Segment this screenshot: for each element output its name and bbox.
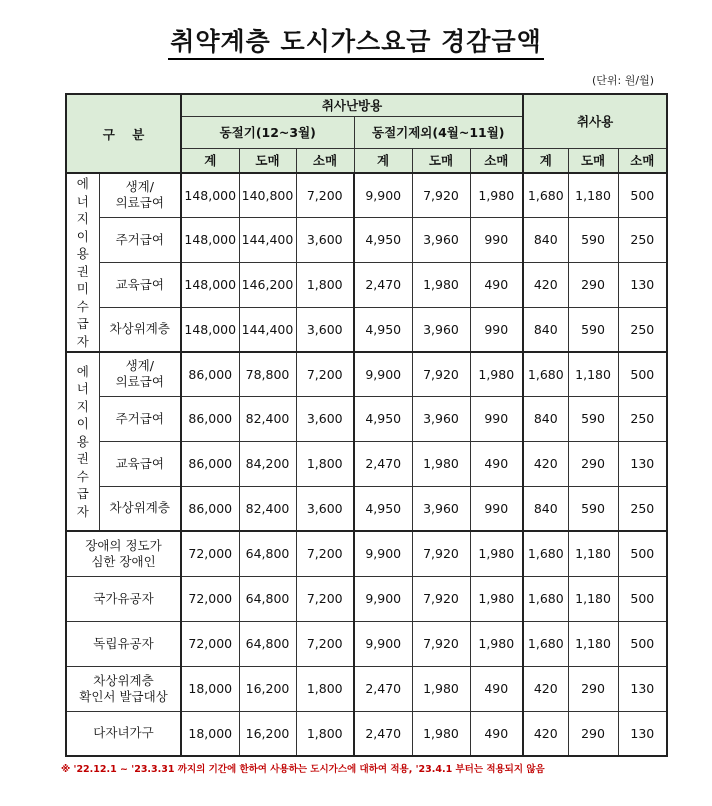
column-header: 도매 [568, 148, 618, 173]
table-row [66, 217, 667, 262]
value-cell: 144,400 [239, 217, 296, 262]
value-cell: 86,000 [181, 486, 239, 531]
group-label-char: 수 [76, 298, 89, 314]
value-cell: 420 [523, 441, 568, 486]
value-cell: 9,900 [354, 352, 412, 396]
row-label: 교육급여 [99, 441, 181, 486]
group-label-char: 이 [76, 416, 89, 432]
value-cell: 1,180 [568, 621, 618, 666]
group-label-char: 에 [76, 176, 89, 191]
value-cell: 3,960 [412, 396, 470, 441]
value-cell: 1,680 [523, 531, 568, 576]
value-cell: 1,680 [523, 173, 568, 217]
value-cell: 140,800 [239, 173, 296, 217]
column-header: 소매 [470, 148, 523, 173]
value-cell: 500 [618, 173, 667, 217]
value-cell: 7,920 [412, 576, 470, 621]
column-header: 계 [523, 148, 568, 173]
value-cell: 1,980 [470, 576, 523, 621]
column-header: 소매 [296, 148, 354, 173]
header-winter: 동절기(12~3월) [181, 116, 354, 148]
group-label [66, 352, 99, 531]
value-cell: 9,900 [354, 621, 412, 666]
table-row [66, 307, 667, 352]
value-cell: 4,950 [354, 217, 412, 262]
value-cell: 18,000 [181, 666, 239, 711]
value-cell: 3,600 [296, 396, 354, 441]
value-cell: 250 [618, 396, 667, 441]
value-cell: 3,960 [412, 486, 470, 531]
value-cell: 1,180 [568, 173, 618, 217]
value-cell: 78,800 [239, 352, 296, 396]
column-header: 도매 [412, 148, 470, 173]
value-cell: 1,800 [296, 262, 354, 307]
value-cell: 7,920 [412, 621, 470, 666]
value-cell: 1,980 [470, 352, 523, 396]
value-cell: 130 [618, 666, 667, 711]
value-cell: 1,980 [412, 666, 470, 711]
value-cell: 130 [618, 262, 667, 307]
value-cell: 18,000 [181, 711, 239, 756]
value-cell: 3,600 [296, 307, 354, 352]
value-cell: 82,400 [239, 396, 296, 441]
value-cell: 1,180 [568, 531, 618, 576]
value-cell: 1,980 [470, 173, 523, 217]
row-label: 생계/ 의료급여 [99, 352, 181, 396]
value-cell: 7,920 [412, 531, 470, 576]
value-cell: 840 [523, 486, 568, 531]
value-cell: 840 [523, 307, 568, 352]
value-cell: 590 [568, 486, 618, 531]
unit-label: (단위: 원/월) [592, 74, 654, 87]
value-cell: 86,000 [181, 441, 239, 486]
table-row [66, 441, 667, 486]
value-cell: 290 [568, 666, 618, 711]
row-label: 차상위계층 확인서 발급대상 [66, 666, 181, 711]
row-label: 다자녀가구 [66, 711, 181, 756]
value-cell: 250 [618, 307, 667, 352]
header-category: 구 분 [66, 94, 181, 173]
row-label: 장애의 정도가 심한 장애인 [66, 531, 181, 576]
header-nonwinter: 동절기제외(4월~11월) [354, 116, 523, 148]
value-cell: 84,200 [239, 441, 296, 486]
value-cell: 990 [470, 486, 523, 531]
value-cell: 1,980 [412, 262, 470, 307]
row-label: 생계/ 의료급여 [99, 173, 181, 217]
group-label-char: 지 [76, 398, 89, 414]
value-cell: 1,680 [523, 621, 568, 666]
group-label-char: 용 [76, 433, 89, 449]
value-cell: 3,960 [412, 217, 470, 262]
value-cell: 840 [523, 396, 568, 441]
value-cell: 420 [523, 666, 568, 711]
value-cell: 990 [470, 307, 523, 352]
footnote: ※ '22.12.1 ~ '23.3.31 까지의 기간에 한하여 사용하는 도시가스에 대하여 적용, '23.4.1 부터는 적용되지 않음 [61, 764, 545, 775]
value-cell: 1,980 [412, 441, 470, 486]
value-cell: 290 [568, 711, 618, 756]
value-cell: 130 [618, 711, 667, 756]
value-cell: 7,200 [296, 173, 354, 217]
header-cooking: 취사용 [523, 94, 667, 148]
value-cell: 16,200 [239, 711, 296, 756]
value-cell: 590 [568, 217, 618, 262]
column-header: 소매 [618, 148, 667, 173]
group-label-char: 용 [76, 246, 89, 261]
value-cell: 64,800 [239, 621, 296, 666]
value-cell: 1,680 [523, 576, 568, 621]
value-cell: 250 [618, 217, 667, 262]
value-cell: 7,200 [296, 352, 354, 396]
value-cell: 148,000 [181, 262, 239, 307]
row-label: 주거급여 [99, 396, 181, 441]
row-label: 차상위계층 [99, 307, 181, 352]
value-cell: 7,920 [412, 173, 470, 217]
value-cell: 72,000 [181, 621, 239, 666]
value-cell: 148,000 [181, 307, 239, 352]
row-label: 독립유공자 [66, 621, 181, 666]
value-cell: 290 [568, 262, 618, 307]
value-cell: 7,200 [296, 531, 354, 576]
value-cell: 4,950 [354, 396, 412, 441]
value-cell: 144,400 [239, 307, 296, 352]
value-cell: 490 [470, 666, 523, 711]
value-cell: 1,800 [296, 711, 354, 756]
value-cell: 9,900 [354, 531, 412, 576]
group-label-char: 급 [76, 316, 89, 331]
row-label: 차상위계층 [99, 486, 181, 531]
group-label-char: 권 [76, 263, 89, 279]
table-row [66, 666, 667, 711]
value-cell: 1,800 [296, 441, 354, 486]
value-cell: 3,600 [296, 486, 354, 531]
value-cell: 146,200 [239, 262, 296, 307]
value-cell: 2,470 [354, 262, 412, 307]
table-row [66, 531, 667, 576]
value-cell: 16,200 [239, 666, 296, 711]
value-cell: 148,000 [181, 173, 239, 217]
value-cell: 420 [523, 711, 568, 756]
value-cell: 490 [470, 711, 523, 756]
group-label-char: 수 [76, 468, 89, 484]
value-cell: 490 [470, 262, 523, 307]
value-cell: 82,400 [239, 486, 296, 531]
discount-table [65, 93, 668, 757]
value-cell: 500 [618, 576, 667, 621]
group-label-char: 급 [76, 486, 89, 502]
table-row [66, 396, 667, 441]
header-heating: 취사난방용 [181, 94, 523, 116]
row-label: 국가유공자 [66, 576, 181, 621]
group-label-char: 이 [76, 228, 89, 244]
group-label-char: 에 [76, 363, 89, 379]
group-label-char: 권 [76, 451, 89, 467]
value-cell: 500 [618, 352, 667, 396]
group-label-char: 너 [76, 193, 89, 209]
value-cell: 3,600 [296, 217, 354, 262]
value-cell: 990 [470, 217, 523, 262]
value-cell: 1,980 [470, 531, 523, 576]
value-cell: 9,900 [354, 576, 412, 621]
column-header: 도매 [239, 148, 296, 173]
group-label [66, 173, 99, 352]
value-cell: 7,200 [296, 576, 354, 621]
value-cell: 86,000 [181, 396, 239, 441]
page-title: 취약계층 도시가스요금 경감금액 [0, 22, 712, 58]
group-label-char: 자 [76, 503, 89, 519]
value-cell: 1,680 [523, 352, 568, 396]
column-header: 계 [181, 148, 239, 173]
value-cell: 1,180 [568, 352, 618, 396]
value-cell: 1,980 [412, 711, 470, 756]
value-cell: 840 [523, 217, 568, 262]
table-row [66, 711, 667, 756]
value-cell: 2,470 [354, 711, 412, 756]
value-cell: 500 [618, 621, 667, 666]
group-label-char: 미 [76, 281, 89, 296]
value-cell: 4,950 [354, 486, 412, 531]
value-cell: 1,180 [568, 576, 618, 621]
value-cell: 86,000 [181, 352, 239, 396]
value-cell: 7,200 [296, 621, 354, 666]
value-cell: 490 [470, 441, 523, 486]
value-cell: 250 [618, 486, 667, 531]
group-label-char: 너 [76, 381, 89, 397]
table-row [66, 352, 667, 396]
value-cell: 590 [568, 307, 618, 352]
value-cell: 7,920 [412, 352, 470, 396]
value-cell: 9,900 [354, 173, 412, 217]
table-row [66, 486, 667, 531]
value-cell: 148,000 [181, 217, 239, 262]
value-cell: 72,000 [181, 531, 239, 576]
value-cell: 2,470 [354, 441, 412, 486]
value-cell: 500 [618, 531, 667, 576]
value-cell: 2,470 [354, 666, 412, 711]
group-label-char: 자 [76, 333, 89, 349]
table-row [66, 576, 667, 621]
value-cell: 4,950 [354, 307, 412, 352]
column-header: 계 [354, 148, 412, 173]
value-cell: 990 [470, 396, 523, 441]
value-cell: 64,800 [239, 576, 296, 621]
value-cell: 420 [523, 262, 568, 307]
group-label-char: 지 [76, 211, 89, 226]
row-label: 교육급여 [99, 262, 181, 307]
table-row [66, 262, 667, 307]
value-cell: 590 [568, 396, 618, 441]
value-cell: 1,800 [296, 666, 354, 711]
value-cell: 1,980 [470, 621, 523, 666]
value-cell: 130 [618, 441, 667, 486]
table-row [66, 173, 667, 217]
row-label: 주거급여 [99, 217, 181, 262]
table-row [66, 621, 667, 666]
value-cell: 3,960 [412, 307, 470, 352]
value-cell: 290 [568, 441, 618, 486]
value-cell: 72,000 [181, 576, 239, 621]
value-cell: 64,800 [239, 531, 296, 576]
